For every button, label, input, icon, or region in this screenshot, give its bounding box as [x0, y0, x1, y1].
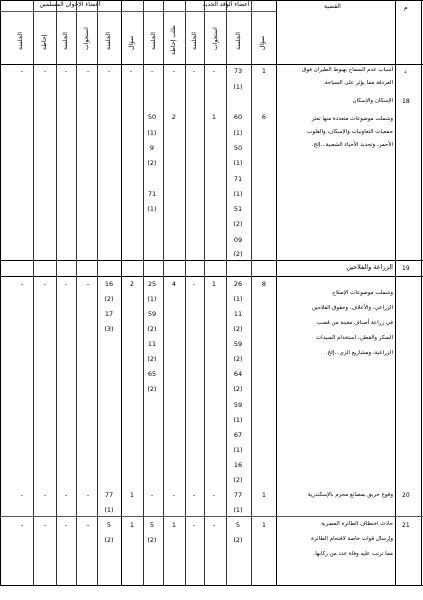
- row18-dash-7: -: [86, 67, 90, 75]
- header-new-interrogation: استجواب: [212, 27, 219, 50]
- row20-dash-3: -: [172, 491, 176, 499]
- row18-new-session-b-3: 50: [233, 144, 243, 152]
- row19-mb-question: 2: [129, 280, 135, 288]
- row18-dash-3: -: [172, 67, 176, 75]
- row21-new-session-2: (2): [233, 536, 243, 544]
- row18-topic-1: أسباب عدم السماح بهبوط الطيران فوق: [302, 67, 393, 73]
- row21-dash-4: -: [64, 521, 68, 529]
- header-group-new: أعضاء الوفد الجديد: [202, 1, 250, 8]
- row21-top: [0, 516, 423, 517]
- row20-new-session-2: (1): [233, 506, 243, 514]
- row19-mb-session-2: (2): [104, 295, 114, 303]
- row19-mb-session-1: 16: [104, 280, 114, 288]
- row20-new-question: 1: [261, 491, 267, 499]
- row20-mb-session-1: 77: [104, 491, 114, 499]
- row18-new-session-b-2: (1): [233, 129, 243, 137]
- row19-req-session-3: 59: [147, 310, 157, 318]
- row20-new-session-1: 77: [233, 491, 243, 499]
- row19-dash-4: -: [43, 280, 47, 288]
- row19-req-session-1: 25: [147, 280, 157, 288]
- row21-dash-6: -: [20, 521, 24, 529]
- row21-new-request: 1: [171, 521, 177, 529]
- row21-mb-session-1: 5: [106, 521, 112, 529]
- border-right: [421, 0, 422, 585]
- border-left: [0, 0, 1, 585]
- row19-topic-5: الزراعية، ومشاريع الري...إلخ.: [325, 350, 393, 356]
- row18-new-session-b-9: 09: [233, 236, 243, 244]
- row18-topic-4: وشملت موضوعات متعددة منها تعثر: [311, 116, 393, 122]
- row18-dash-8: -: [64, 67, 68, 75]
- header-mb-interrogation: استجواب: [83, 27, 90, 50]
- header-new-session-3: الجلسة: [150, 32, 157, 50]
- row21-topic-3: مما ترتب عليه وفاة عدد من ركابها.: [313, 551, 393, 557]
- row21-dash-3: -: [86, 521, 90, 529]
- row20-number: 20: [402, 492, 410, 499]
- row19-number: 19: [402, 265, 410, 272]
- row18-new-question-b: 6: [261, 113, 267, 121]
- header-new-session: الجلسة: [235, 32, 242, 50]
- row19-dash-1: -: [192, 280, 196, 288]
- row18-dash-5: -: [129, 67, 133, 75]
- row18-new-session-a-1: 73: [233, 67, 243, 75]
- divider-new-1: [251, 0, 252, 585]
- header-mb-session-3: الجلسة: [17, 32, 24, 50]
- row19-new-session-8: (2): [233, 385, 243, 393]
- row19-new-session-11: 67: [233, 431, 243, 439]
- row19-new-request: 4: [171, 280, 177, 288]
- row19-new-session-7: 64: [233, 370, 243, 378]
- row18-req-session-5: 71: [147, 190, 157, 198]
- row18-number: 18: [402, 98, 410, 105]
- row19-dash-2: -: [86, 280, 90, 288]
- row19-new-session-6: (2): [233, 355, 243, 363]
- row19-new-session-3: 11: [233, 310, 243, 318]
- row19-sub: [0, 276, 423, 277]
- divider-mb-4: [33, 0, 34, 585]
- row19-dash-3: -: [64, 280, 68, 288]
- row18-new-session-b-7: 51: [233, 205, 243, 213]
- row19-topic-2: الزراعي، والأعلاف، وحقوق الفلاحين: [311, 305, 393, 311]
- row19-new-session-12: (1): [233, 446, 243, 454]
- row19-top: [0, 260, 423, 261]
- row18-new-session-b-1: 60: [233, 113, 243, 121]
- header-mb-briefing: إحاطة: [41, 34, 48, 50]
- header-group-mb: أعضاء الإخوان المسلمين: [39, 1, 101, 8]
- header-new-question: سؤال: [259, 35, 266, 50]
- row19-topic-1: وشملت موضوعات الإصلاح: [332, 290, 393, 296]
- row18-topic-5: جمعيات التعاونيات والإسكان، والقلوب: [307, 129, 393, 135]
- header-num: م: [404, 4, 408, 11]
- row21-req-session-1: 5: [149, 521, 155, 529]
- row19-new-session-1: 26: [233, 280, 243, 288]
- row18-dash-2: -: [192, 67, 196, 75]
- row18-new-session-b-10: (2): [233, 250, 243, 258]
- row19-new-session-10: (1): [233, 416, 243, 424]
- row19-req-session-2: (1): [147, 295, 157, 303]
- row20-dash-8: -: [20, 491, 24, 499]
- row21-dash-1: -: [212, 521, 216, 529]
- row20-dash-6: -: [64, 491, 68, 499]
- row18-topic-2: الغردقة مما يؤثر على السياحة.: [323, 80, 393, 86]
- header-mb-session: الجلسة: [105, 32, 112, 50]
- row19-new-session-13: 16: [233, 461, 243, 469]
- row18-req-session-2: (1): [147, 129, 157, 137]
- row18-topic-3: الإسكان والإسكان: [352, 98, 393, 104]
- row18-new-interrogation: 1: [211, 113, 217, 121]
- row18-dash-10: -: [20, 67, 24, 75]
- row21-mb-session-2: (2): [104, 536, 114, 544]
- divider-mb-2: [76, 0, 77, 585]
- row20-dash-4: -: [150, 491, 154, 499]
- row19-req-session-8: (2): [147, 385, 157, 393]
- divider-new-2: [226, 0, 227, 585]
- row19-new-question: 8: [261, 280, 267, 288]
- row18-req-session-1: 50: [147, 113, 157, 121]
- row18-dash-6: -: [107, 67, 111, 75]
- row19-topic-3: في زراعة أصناف معينة من قصب: [316, 320, 393, 326]
- row18-req-session-6: (1): [147, 205, 157, 213]
- row19-req-session-6: (2): [147, 355, 157, 363]
- row21-dash-5: -: [43, 521, 47, 529]
- row18-dash-4: -: [150, 67, 154, 75]
- row19-topic-4: السكر والقطن، استخدام المبيدات: [315, 335, 393, 341]
- row18-new-session-b-4: (1): [233, 159, 243, 167]
- row19-req-session-5: 11: [147, 340, 157, 348]
- row18-dash-1: -: [212, 67, 216, 75]
- row20-dash-1: -: [212, 491, 216, 499]
- row21-new-session-1: 5: [235, 521, 241, 529]
- row18-topic-6: الأحمر، وتجديد الأحياء الشعبية...إلخ.: [311, 142, 393, 148]
- row19-new-session-2: (1): [233, 295, 243, 303]
- row18-req-session-4: (2): [147, 159, 157, 167]
- row21-req-session-2: (2): [147, 536, 157, 544]
- row18-new-question-a: 1: [261, 67, 267, 75]
- header-new-request: طلب إحاطة: [170, 25, 177, 55]
- row19-new-session-5: 59: [233, 340, 243, 348]
- header-mb-session-2: الجلسة: [62, 32, 69, 50]
- row18-prefix: د: [404, 68, 407, 75]
- row21-topic-2: وإرسال قوات خاصة لاقتحام الطائرة: [311, 536, 393, 542]
- row20-topic-1: وقوع حريق بمصانع محرم بالإسكندرية: [307, 492, 393, 498]
- row18-new-session-b-8: (2): [233, 220, 243, 228]
- row19-req-session-4: (2): [147, 325, 157, 333]
- row20-dash-7: -: [43, 491, 47, 499]
- header-new-session-2: الجلسة: [191, 32, 198, 50]
- row18-new-session-a-2: (1): [233, 83, 243, 91]
- row18-new-session-b-6: (1): [233, 190, 243, 198]
- row21-number: 21: [402, 522, 410, 529]
- divider-num-topic: [395, 0, 396, 585]
- row19-new-session-9: 59: [233, 401, 243, 409]
- header-bottom: [0, 64, 423, 65]
- header-topic: القضية: [324, 3, 341, 10]
- row18-new-session-b-5: 71: [233, 175, 243, 183]
- row19-mb-session-3: 17: [104, 310, 114, 318]
- row18-req-session-3: 9: [149, 144, 155, 152]
- row20-mb-question: 1: [129, 491, 135, 499]
- row21-mb-question: 1: [129, 521, 135, 529]
- row19-new-interrogation: 1: [211, 280, 217, 288]
- table-bottom: [0, 585, 423, 586]
- row20-dash-2: -: [192, 491, 196, 499]
- row18-new-request: 2: [171, 113, 177, 121]
- row19-mb-session-4: (3): [104, 325, 114, 333]
- row19-dash-5: -: [20, 280, 24, 288]
- row20-mb-session-2: (1): [104, 506, 114, 514]
- header-new-question-2: سؤال: [128, 35, 135, 50]
- row19-new-session-14: (2): [233, 476, 243, 484]
- row18-dash-9: -: [43, 67, 47, 75]
- row19-heading: الزراعة والفلاحين: [346, 263, 393, 271]
- divider-topic-new: [276, 0, 277, 585]
- row21-dash-2: -: [192, 521, 196, 529]
- row21-new-question: 1: [261, 521, 267, 529]
- row20-dash-5: -: [86, 491, 90, 499]
- row19-req-session-7: 65: [147, 370, 157, 378]
- group-header-line: [0, 11, 276, 12]
- row21-topic-1: حادث اختطاف الطائرة المصرية: [321, 521, 393, 527]
- row19-new-session-4: (2): [233, 325, 243, 333]
